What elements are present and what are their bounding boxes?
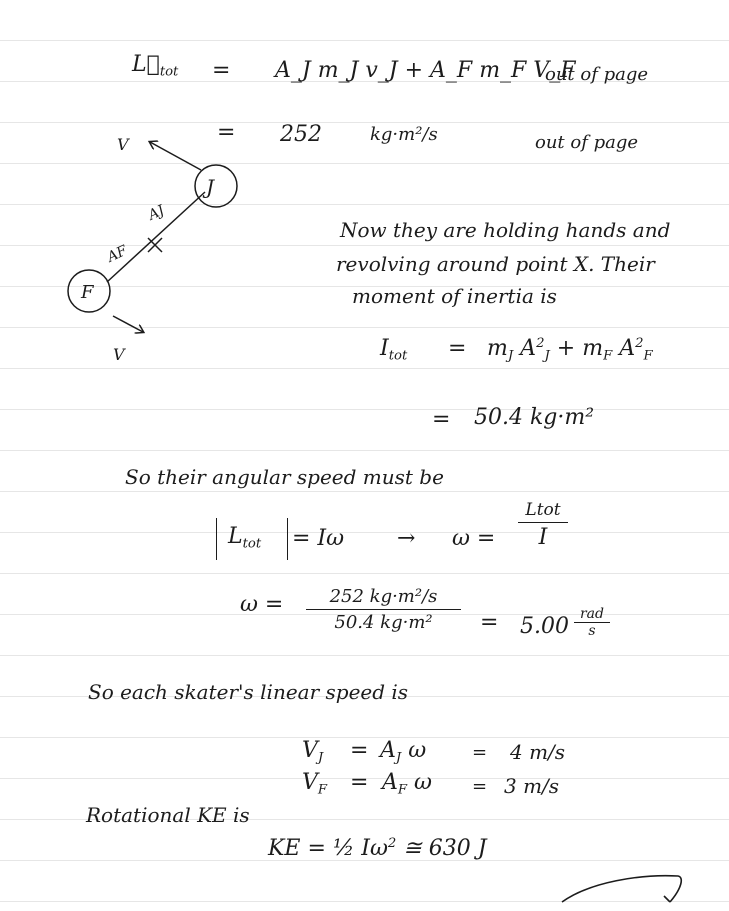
direction-note-1: out of page — [545, 64, 649, 85]
skater-f-label: F — [81, 282, 94, 303]
omega-unit-fraction — [574, 606, 610, 639]
ltot-unit: kg·m²/s — [370, 124, 438, 145]
f-subscript: F — [317, 782, 328, 798]
omega-exponent: 2 — [387, 836, 397, 852]
ke-symbol: KE — [268, 836, 301, 861]
equals-sign: = — [432, 407, 451, 432]
ltot-subscript: tot — [242, 536, 262, 552]
aj-symbol: A — [520, 336, 537, 361]
skaters-diagram — [55, 120, 265, 370]
itot-symbol: I — [380, 336, 389, 361]
equals-sign: = — [480, 610, 499, 635]
text-line-1: Now they are holding hands and — [340, 218, 671, 242]
af-subscript: F — [643, 348, 653, 364]
fraction-bar — [306, 609, 461, 610]
implies-arrow: → — [397, 526, 416, 551]
equals-sign: = — [307, 836, 326, 861]
itot-subscript: tot — [388, 348, 408, 364]
ltot-symbol: L⃗ — [132, 52, 160, 77]
a-symbol: A — [382, 770, 398, 795]
text-line-4: So their angular speed must be — [125, 465, 444, 489]
vf-expression — [382, 770, 432, 798]
ltot-value: 252 — [280, 122, 322, 147]
text-line-5: So each skater's linear speed is — [88, 680, 409, 704]
aj-subscript: J — [544, 348, 550, 364]
equals-sign: = — [350, 738, 369, 763]
angular-momentum-expression: A_J m_J v_J + A_F m_F V_F — [275, 58, 576, 83]
mf-symbol: m — [582, 336, 604, 361]
plus-sign: + — [556, 336, 576, 361]
vf-label — [302, 770, 327, 798]
velocity-label-j: V — [117, 135, 129, 154]
itot-label — [380, 336, 407, 364]
velocity-arrow-f — [113, 316, 143, 332]
v-symbol: V — [302, 738, 318, 763]
ke-value: 630 J — [428, 836, 487, 861]
ltot-subscript: tot — [159, 64, 179, 80]
omega-value: 5.00 — [520, 614, 569, 639]
af-symbol: A — [619, 336, 636, 361]
omega-calculation-fraction — [306, 586, 461, 633]
af-exponent: 2 — [635, 336, 644, 352]
velocity-label-f: V — [113, 345, 125, 364]
mj-subscript: J — [507, 348, 514, 364]
equals-sign: = — [212, 58, 231, 83]
fraction-denominator: s — [588, 623, 596, 639]
iw-relation: = Iω — [292, 526, 345, 551]
fraction-denominator: I — [538, 525, 548, 550]
skater-j-label: J — [206, 175, 215, 199]
text-line-2: revolving around point X. Their — [336, 252, 655, 276]
fraction-numerator: rad — [579, 606, 604, 622]
ltot-label — [132, 52, 178, 80]
v-symbol: V — [302, 770, 318, 795]
arm-af-label: AF — [104, 242, 130, 266]
a-symbol: A — [380, 738, 396, 763]
equals-sign: = — [472, 776, 488, 797]
vf-value: 3 m/s — [504, 774, 560, 798]
aj-exponent: 2 — [536, 336, 545, 352]
vj-label — [302, 738, 323, 766]
itot-value: 50.4 kg·m² — [474, 405, 595, 430]
text-line-3: moment of inertia is — [352, 284, 557, 308]
moment-of-inertia-expression — [487, 336, 653, 364]
pivot-x-mark — [148, 238, 162, 252]
fraction-bar — [518, 522, 568, 523]
omega-symbol: ω — [414, 770, 432, 795]
equals-sign: = — [217, 120, 236, 145]
ltot-symbol: L — [228, 524, 243, 549]
skater-j-circle — [195, 165, 237, 207]
equals-sign: = — [472, 742, 488, 763]
fraction-numerator: 252 kg·m²/s — [329, 586, 438, 607]
fraction-numerator: Ltot — [525, 500, 561, 520]
f-subscript: F — [397, 782, 408, 798]
text-line-6: Rotational KE is — [86, 803, 250, 827]
approx-sign: ≅ — [403, 836, 422, 861]
mf-subscript: F — [603, 348, 613, 364]
ltot-magnitude — [228, 524, 261, 552]
omega-symbol: ω — [408, 738, 427, 763]
direction-note-2: out of page — [535, 132, 639, 153]
ke-equation — [268, 836, 487, 861]
equals-sign: = — [350, 770, 369, 795]
fraction-denominator: 50.4 kg·m² — [334, 612, 433, 633]
arm-aj-label: AJ — [145, 202, 167, 224]
velocity-arrow-j — [150, 142, 201, 170]
omega-fraction — [518, 500, 568, 550]
equals-sign: = — [448, 336, 467, 361]
omega-equals: ω = — [240, 592, 284, 617]
page-turn-mark — [560, 868, 690, 908]
j-subscript: J — [317, 750, 324, 766]
iw-symbol: Iω — [361, 836, 388, 861]
omega-equals: ω = — [452, 526, 496, 551]
half-factor: ½ — [332, 836, 362, 861]
mj-symbol: m — [487, 336, 508, 361]
j-subscript: J — [395, 750, 402, 766]
vj-expression — [380, 738, 426, 766]
vj-value: 4 m/s — [510, 740, 566, 764]
